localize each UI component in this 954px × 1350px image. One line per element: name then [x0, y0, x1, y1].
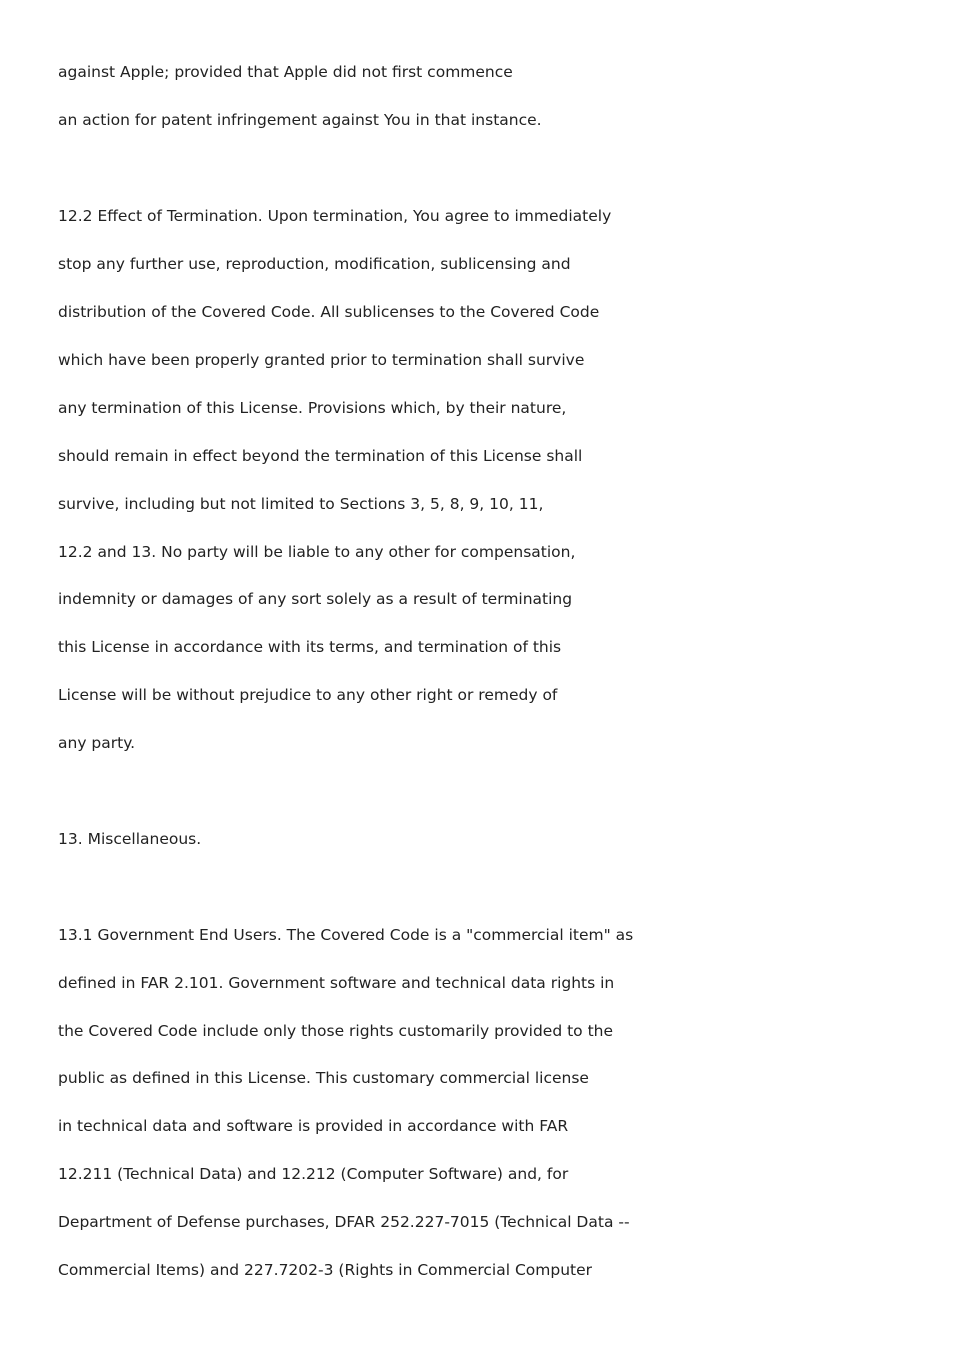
text-line: License will be without prejudice to any other right or remedy of: [58, 686, 558, 704]
text-line: any party.: [58, 734, 136, 752]
text-line: indemnity or damages of any sort solely as a result of terminating: [58, 590, 573, 608]
text-line: the Covered Code include only those rights customarily provided to the: [58, 1022, 614, 1040]
text-line: stop any further use, reproduction, modification, sublicensing and: [58, 255, 571, 273]
text-line: should remain in effect beyond the termination of this License shall: [58, 447, 583, 465]
text-line: survive, including but not limited to Sections 3, 5, 8, 9, 10, 11,: [58, 495, 544, 513]
text-line: public as defined in this License. This customary commercial license: [58, 1069, 589, 1087]
text-line: which have been properly granted prior to termination shall survive: [58, 351, 585, 369]
text-line: Department of Defense purchases, DFAR 252.227-7015 (Technical Data --: [58, 1213, 630, 1231]
text-line: this License in accordance with its terms, and termination of this: [58, 638, 562, 656]
text-line: distribution of the Covered Code. All sublicenses to the Covered Code: [58, 303, 600, 321]
text-line: 13.1 Government End Users. The Covered Code is a "commercial item" as: [58, 926, 634, 944]
text-line: 12.211 (Technical Data) and 12.212 (Computer Software) and, for: [58, 1165, 569, 1183]
text-line: against Apple; provided that Apple did not first commence: [58, 63, 513, 81]
text-line: defined in FAR 2.101. Government software and technical data rights in: [58, 974, 615, 992]
text-line: an action for patent infringement against You in that instance.: [58, 111, 542, 129]
text-line: 12.2 and 13. No party will be liable to any other for compensation,: [58, 543, 576, 561]
text-line: in technical data and software is provided in accordance with FAR: [58, 1117, 569, 1135]
text-line: 12.2 Effect of Termination. Upon termination, You agree to immediately: [58, 207, 612, 225]
text-line: Commercial Items) and 227.7202-3 (Rights in Commercial Computer: [58, 1261, 593, 1279]
section-heading: 13. Miscellaneous.: [58, 830, 202, 848]
text-line: any termination of this License. Provisions which, by their nature,: [58, 399, 567, 417]
